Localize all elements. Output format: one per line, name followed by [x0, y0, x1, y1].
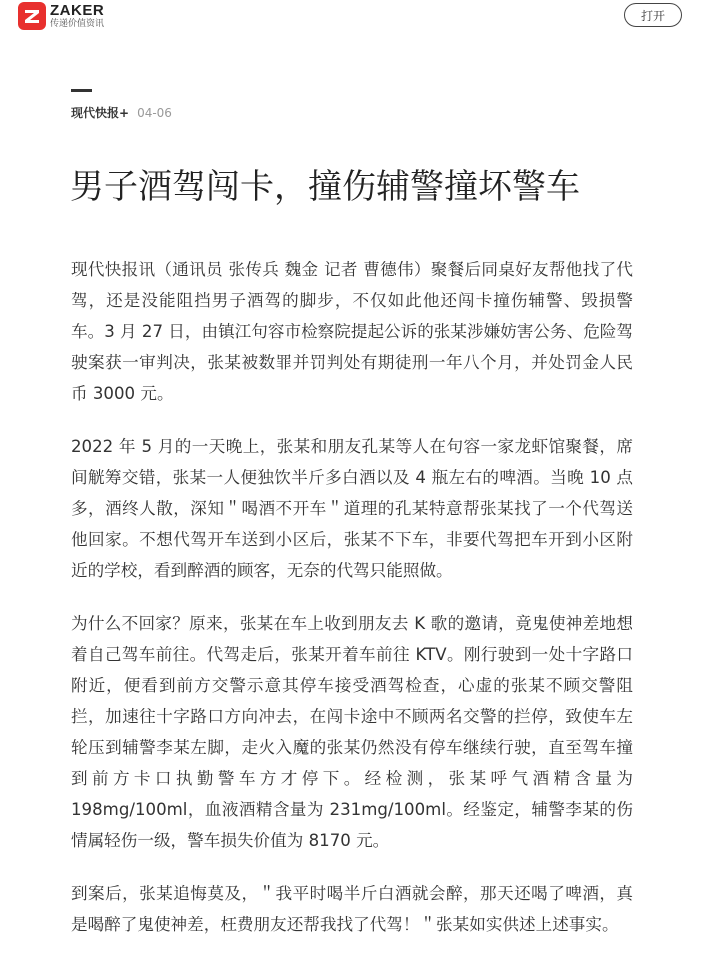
- zaker-logo[interactable]: [18, 2, 104, 30]
- title-decoration-bar: [71, 89, 92, 92]
- article-title: 男子酒驾闯卡，撞伤辅警撞坏警车: [70, 167, 580, 207]
- open-app-button[interactable]: 打开: [624, 3, 682, 27]
- article-body: [71, 254, 633, 962]
- article-paragraph: 为什么不回家？原来，张某在车上收到朋友去 K 歌的邀请，竟鬼使神差地想着自己驾车前往。代驾走后，张某开着车前往 KTV。刚行驶到一处十字路口附近，便看到前方交警示意其停车接受酒驾检查，心虚的张某不顾交警阻拦，加速往十字路口方向冲去，在闯卡途中不顾两名交警的拦停，致使车左轮压到辅警李某左脚，走火入魔的张某仍然没有停车继续行驶，直至驾车撞到前方卡口执勤警车方才停下。经检测，张某呼气酒精含量为 198mg/100ml，血液酒精含量为 231mg/100ml。经鉴定，辅警李某的伤情属轻伤一级，警车损失价值为 8170 元。: [71, 614, 633, 850]
- logo-name: ZAKER: [50, 2, 105, 19]
- zaker-z-icon: [18, 2, 46, 30]
- article-paragraph: 2022 年 5 月的一天晚上，张某和朋友孔某等人在句容一家龙虾馆聚餐，席间觥筹交错，张某一人便独饮半斤多白酒以及 4 瓶左右的啤酒。当晚 10 点多，酒终人散，深知＂喝酒不开车＂道理的孔某特意帮张某找了一个代驾送他回家。不想代驾开车送到小区后，张某不下车，非要代驾把车开到小区附近的学校，看到醉酒的顾客，无奈的代驾只能照做。: [71, 437, 633, 580]
- article-paragraph: 到案后，张某追悔莫及，＂我平时喝半斤白酒就会醉，那天还喝了啤酒，真是喝醉了鬼使神差，枉费朋友还帮我找了代驾！＂张某如实供述上述事实。: [71, 884, 633, 934]
- article-paragraph: 现代快报讯（通讯员 张传兵 魏金 记者 曹德伟）聚餐后同桌好友帮他找了代驾，还是没能阻挡男子酒驾的脚步，不仅如此他还闯卡撞伤辅警、毁损警车。3 月 27 日，由镇江句容市检察院提起公诉的张某涉嫌妨害公务、危险驾驶案获一审判决，张某被数罪并罚判处有期徒刑一年八个月，并处罚金人民币 3000 元。: [71, 260, 633, 403]
- article-source[interactable]: 现代快报+: [71, 106, 130, 120]
- top-bar: [0, 0, 704, 32]
- article-date: 04-06: [137, 105, 172, 120]
- logo-slogan: 传递价值资讯: [50, 19, 105, 29]
- article-meta: [71, 104, 172, 121]
